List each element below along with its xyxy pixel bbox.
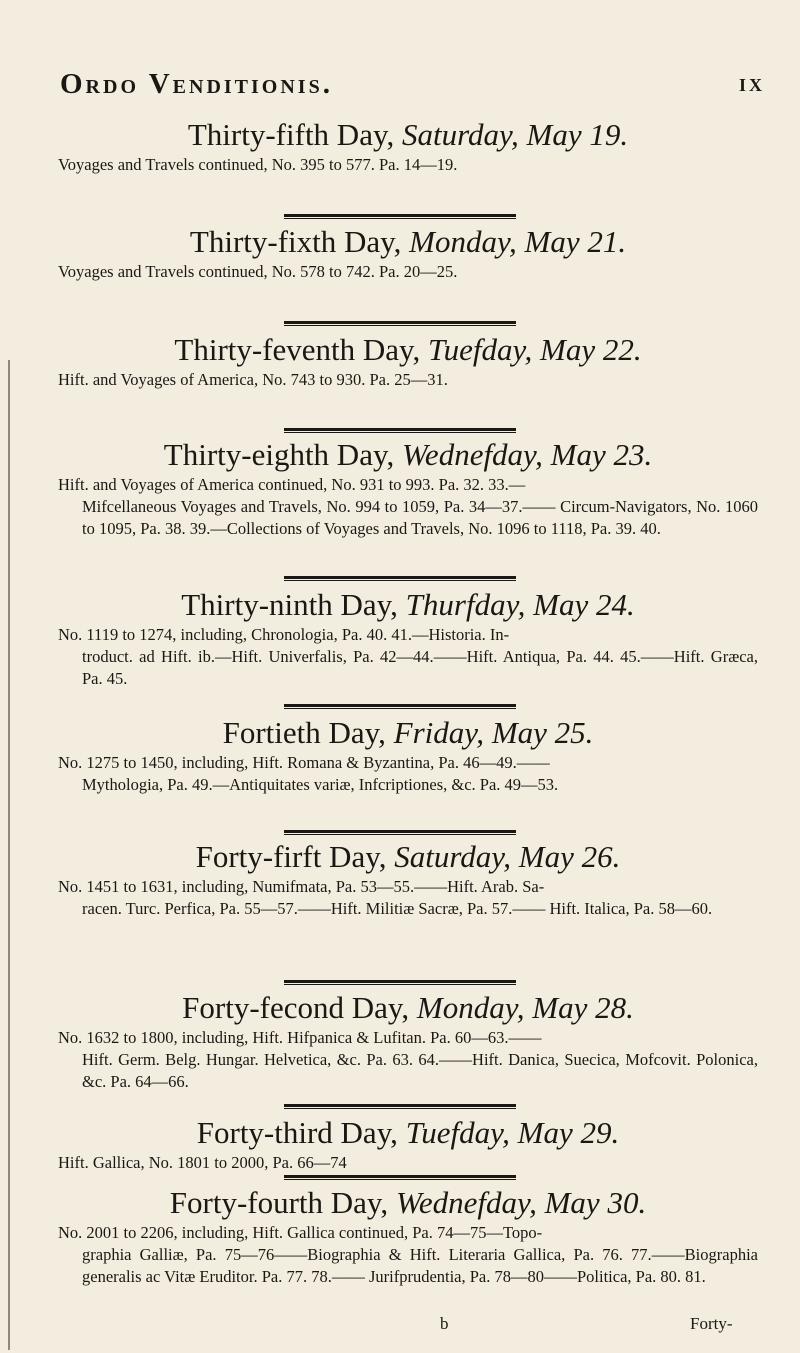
- description-line: Voyages and Travels continued, No. 395 to 577. Pa. 14—19.: [58, 155, 458, 174]
- day-heading: [58, 116, 758, 154]
- date: May 28.: [532, 990, 634, 1025]
- description-continuation: Mifcellaneous Voyages and Travels, No. 994 to 1059, Pa. 34—37.—— Circum-Navigators, No. 1060 to 1095, Pa. 38. 39.—Collections of Voyages and Travels, No. 1096 to 1118, Pa. 39. 40.: [82, 497, 758, 538]
- weekday: Wednefday,: [401, 437, 543, 472]
- description-continuation: troduct. ad Hift. ib.—Hift. Univerfalis, Pa. 42—44.——Hift. Antiqua, Pa. 44. 45.——Hift. Græca, Pa. 45.: [82, 647, 758, 688]
- date: May 29.: [517, 1115, 620, 1150]
- running-head-title: Ordo Venditionis.: [60, 68, 333, 100]
- section-divider: [284, 576, 516, 581]
- day-heading: [58, 586, 758, 624]
- day-heading: [58, 1114, 758, 1152]
- weekday: Friday,: [393, 715, 485, 750]
- sale-day-entry: [58, 116, 758, 176]
- day-description: [58, 474, 758, 540]
- description-line: No. 1119 to 1274, including, Chronologia, Pa. 40. 41.—Historia. In-: [58, 625, 510, 644]
- day-description: [58, 154, 758, 176]
- page-edge-rule: [8, 360, 10, 1350]
- section-divider: [284, 321, 516, 326]
- running-head: [60, 68, 765, 108]
- day-description: [58, 876, 758, 920]
- section-divider: [284, 980, 516, 985]
- day-description: [58, 1222, 758, 1288]
- description-line: Voyages and Travels continued, No. 578 to 742. Pa. 20—25.: [58, 262, 458, 281]
- description-line: Hift. Gallica, No. 1801 to 2000, Pa. 66—74: [58, 1153, 347, 1172]
- sale-day-entry: [58, 989, 758, 1093]
- day-name: Forty-firft Day,: [195, 839, 387, 874]
- sale-day-entry: [58, 1114, 758, 1174]
- date: May 19.: [526, 117, 629, 152]
- day-description: [58, 752, 758, 796]
- date: May 23.: [550, 437, 653, 472]
- day-heading: [58, 331, 758, 369]
- signature-mark: b: [440, 1314, 449, 1333]
- description-continuation: Hift. Germ. Belg. Hungar. Helvetica, &c. Pa. 63. 64.——Hift. Danica, Suecica, Mofcovit. Polonica, &c. Pa. 64—66.: [82, 1050, 758, 1091]
- description-line: No. 1451 to 1631, including, Numifmata, Pa. 53—55.——Hift. Arab. Sa-: [58, 877, 545, 896]
- day-name: Fortieth Day,: [222, 715, 386, 750]
- weekday: Tuefday,: [428, 332, 533, 367]
- day-name: Forty-third Day,: [196, 1115, 398, 1150]
- description-continuation: graphia Galliæ, Pa. 75—76——Biographia & Hift. Literaria Gallica, Pa. 76. 77.——Biographia generalis ac Vitæ Eruditor. Pa. 77. 78.—— Jurifprudentia, Pa. 78—80——Politica, Pa. 80. 81.: [82, 1245, 758, 1286]
- day-description: [58, 261, 758, 283]
- weekday: Monday,: [409, 224, 517, 259]
- day-heading: [58, 714, 758, 752]
- day-name: Forty-fecond Day,: [182, 990, 410, 1025]
- day-heading: [58, 989, 758, 1027]
- day-heading: [58, 838, 758, 876]
- description-line: Hift. and Voyages of America, No. 743 to 930. Pa. 25—31.: [58, 370, 448, 389]
- sale-day-entry: [58, 1184, 758, 1288]
- day-heading: [58, 1184, 758, 1222]
- section-divider: [284, 428, 516, 433]
- sale-day-entry: [58, 838, 758, 920]
- day-name: Thirty-eighth Day,: [163, 437, 395, 472]
- date: May 30.: [544, 1185, 647, 1220]
- sale-day-entry: [58, 586, 758, 690]
- page-number: ix: [738, 68, 765, 97]
- description-line: No. 2001 to 2206, including, Hift. Gallica continued, Pa. 74—75—Topo-: [58, 1223, 543, 1242]
- description-continuation: Mythologia, Pa. 49.—Antiquitates variæ, Infcriptiones, &c. Pa. 49—53.: [82, 775, 559, 794]
- catchword: Forty-: [690, 1314, 733, 1333]
- date: May 21.: [524, 224, 627, 259]
- day-description: [58, 624, 758, 690]
- description-continuation: racen. Turc. Perfica, Pa. 55—57.——Hift. Militiæ Sacræ, Pa. 57.—— Hift. Italica, Pa. 58—60.: [82, 899, 713, 918]
- date: May 22.: [540, 332, 642, 367]
- day-description: [58, 1027, 758, 1093]
- day-name: Forty-fourth Day,: [169, 1185, 389, 1220]
- weekday: Wednefday,: [395, 1185, 537, 1220]
- section-divider: [284, 830, 516, 835]
- day-heading: [58, 223, 758, 261]
- weekday: Saturday,: [401, 117, 519, 152]
- description-line: No. 1632 to 1800, including, Hift. Hifpanica & Lufitan. Pa. 60—63.——: [58, 1028, 542, 1047]
- description-line: Hift. and Voyages of America continued, No. 931 to 993. Pa. 32. 33.—: [58, 475, 526, 494]
- weekday: Monday,: [416, 990, 525, 1025]
- section-divider: [284, 1104, 516, 1109]
- day-name: Thirty-ninth Day,: [181, 587, 398, 622]
- day-description: [58, 1152, 758, 1174]
- date: May 26.: [518, 839, 621, 874]
- section-divider: [284, 214, 516, 219]
- day-name: Thirty-feventh Day,: [174, 332, 421, 367]
- weekday: Tuefday,: [405, 1115, 510, 1150]
- sale-day-entry: [58, 331, 758, 391]
- day-name: Thirty-fifth Day,: [187, 117, 395, 152]
- weekday: Saturday,: [394, 839, 512, 874]
- day-name: Thirty-fixth Day,: [189, 224, 402, 259]
- section-divider: [284, 704, 516, 709]
- sale-day-entry: [58, 714, 758, 796]
- sale-day-entry: [58, 436, 758, 540]
- day-description: [58, 369, 758, 391]
- sale-day-entry: [58, 223, 758, 283]
- day-heading: [58, 436, 758, 474]
- section-divider: [284, 1175, 516, 1180]
- description-line: No. 1275 to 1450, including, Hift. Romana & Byzantina, Pa. 46—49.——: [58, 753, 550, 772]
- date: May 24.: [533, 587, 635, 622]
- weekday: Thurfday,: [405, 587, 526, 622]
- date: May 25.: [491, 715, 594, 750]
